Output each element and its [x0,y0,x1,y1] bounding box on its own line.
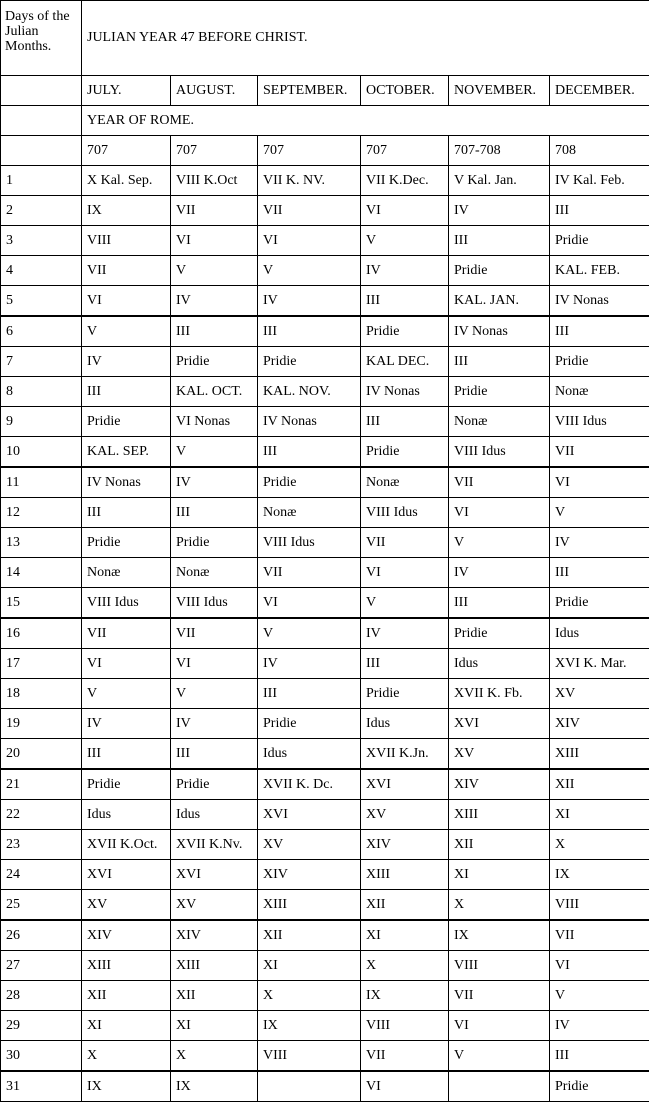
date-cell: IV [449,558,550,588]
date-cell: VIII Idus [258,528,361,558]
year-of-rome-label: YEAR OF ROME. [82,106,649,136]
date-cell: III [361,407,449,437]
day-number: 18 [1,679,82,709]
date-cell: III [550,1041,649,1072]
date-cell: IV Nonas [361,377,449,407]
table-row [1,316,649,347]
month-header: DECEMBER. [550,76,649,106]
date-cell: IV Nonas [258,407,361,437]
date-cell: Idus [449,649,550,679]
date-cell: IV [258,286,361,317]
table-row [1,1041,649,1072]
table-row [1,649,649,679]
date-cell: III [171,498,258,528]
date-cell: Pridie [361,679,449,709]
date-cell: VIII K.Oct [171,166,258,196]
date-cell: VIII [449,951,550,981]
date-cell: VII [171,196,258,226]
date-cell: VI [258,588,361,619]
date-cell: KAL. SEP. [82,437,171,468]
date-cell: XVI K. Mar. [550,649,649,679]
date-cell: V [258,256,361,286]
year-cell: 707 [171,136,258,166]
date-cell: VIII Idus [550,407,649,437]
date-cell: Idus [82,800,171,830]
date-cell: Idus [361,709,449,739]
date-cell: V [82,316,171,347]
date-cell: X [82,1041,171,1072]
date-cell: IV [171,286,258,317]
date-cell: VIII [82,226,171,256]
date-cell: Idus [550,618,649,649]
table-row [1,588,649,619]
date-cell: V [82,679,171,709]
table-row [1,256,649,286]
date-cell: VII [82,256,171,286]
day-number: 23 [1,830,82,860]
date-cell: III [550,558,649,588]
date-cell: Pridie [82,528,171,558]
day-number: 14 [1,558,82,588]
date-cell: VI [171,226,258,256]
month-header: SEPTEMBER. [258,76,361,106]
day-number: 1 [1,166,82,196]
date-cell: IX [258,1011,361,1041]
date-cell: III [449,588,550,619]
day-number: 26 [1,920,82,951]
date-cell: XIII [449,800,550,830]
date-cell: IX [550,860,649,890]
month-header: OCTOBER. [361,76,449,106]
day-number: 19 [1,709,82,739]
date-cell: Idus [171,800,258,830]
date-cell: XI [550,800,649,830]
table-row [1,467,649,498]
date-cell: VII [258,558,361,588]
date-cell: III [258,679,361,709]
date-cell: VI [550,951,649,981]
date-cell: IV Nonas [550,286,649,317]
date-cell: XIII [171,951,258,981]
date-cell: III [449,226,550,256]
day-number: 11 [1,467,82,498]
table-row [1,951,649,981]
day-number: 30 [1,1041,82,1072]
day-number: 12 [1,498,82,528]
date-cell: VIII Idus [171,588,258,619]
month-header: NOVEMBER. [449,76,550,106]
date-cell: X [258,981,361,1011]
date-cell: V [171,437,258,468]
day-number: 27 [1,951,82,981]
date-cell: XV [550,679,649,709]
date-cell: VI [449,1011,550,1041]
date-cell: X [550,830,649,860]
date-cell: III [361,286,449,317]
date-cell: Nonæ [171,558,258,588]
day-number: 9 [1,407,82,437]
table-row [1,498,649,528]
date-cell: VII [82,618,171,649]
day-number: 25 [1,890,82,921]
date-cell: VII K. NV. [258,166,361,196]
date-cell: III [82,377,171,407]
date-cell: VII [171,618,258,649]
date-cell: VIII Idus [449,437,550,468]
date-cell: KAL. NOV. [258,377,361,407]
day-number: 21 [1,769,82,800]
table-row [1,1011,649,1041]
table-row [1,618,649,649]
date-cell: Pridie [550,347,649,377]
date-cell: Pridie [550,588,649,619]
date-cell: KAL. OCT. [171,377,258,407]
year-row [1,136,649,166]
day-number: 16 [1,618,82,649]
table-row [1,739,649,770]
date-cell: XVII K. Dc. [258,769,361,800]
date-cell: VI [449,498,550,528]
day-number: 10 [1,437,82,468]
table-row [1,709,649,739]
date-cell: XIV [258,860,361,890]
table-row [1,830,649,860]
date-cell: III [171,316,258,347]
empty-cell [1,76,82,106]
month-header: JULY. [82,76,171,106]
day-number: 29 [1,1011,82,1041]
date-cell: V [361,588,449,619]
date-cell: III [258,437,361,468]
date-cell: Nonæ [82,558,171,588]
day-number: 20 [1,739,82,770]
date-cell: Nonæ [550,377,649,407]
day-number: 3 [1,226,82,256]
date-cell: V [171,679,258,709]
date-cell: IX [82,196,171,226]
date-cell: KAL DEC. [361,347,449,377]
date-cell: XVII K.Oct. [82,830,171,860]
date-cell: XV [449,739,550,770]
day-number: 13 [1,528,82,558]
date-cell: XVI [258,800,361,830]
date-cell: VIII Idus [361,498,449,528]
date-cell: IV [361,618,449,649]
date-cell: Pridie [361,437,449,468]
table-row [1,769,649,800]
date-cell: III [82,498,171,528]
date-cell: VIII [550,890,649,921]
table-row [1,196,649,226]
date-cell: XI [82,1011,171,1041]
date-cell: XVI [171,860,258,890]
title-row [1,1,649,76]
date-cell: XII [82,981,171,1011]
date-cell: Nonæ [449,407,550,437]
date-cell: Pridie [258,467,361,498]
day-number: 31 [1,1071,82,1102]
date-cell: VI Nonas [171,407,258,437]
date-cell: VI [550,467,649,498]
date-cell: Pridie [361,316,449,347]
date-cell: IV [171,467,258,498]
date-cell: V [550,498,649,528]
date-cell: XII [361,890,449,921]
table-row [1,166,649,196]
empty-cell [1,106,82,136]
date-cell: XVII K. Fb. [449,679,550,709]
date-cell: VIII Idus [82,588,171,619]
date-cell: VII [449,467,550,498]
year-of-rome-row [1,106,649,136]
date-cell: XIV [171,920,258,951]
date-cell: XIV [550,709,649,739]
date-cell: IV [82,709,171,739]
date-cell: XII [171,981,258,1011]
date-cell: IV [550,528,649,558]
date-cell: Pridie [449,256,550,286]
date-cell: XV [171,890,258,921]
date-cell: Pridie [449,618,550,649]
date-cell: XVI [82,860,171,890]
date-cell: Nonæ [258,498,361,528]
year-cell: 708 [550,136,649,166]
table-row [1,286,649,317]
date-cell: XVI [449,709,550,739]
day-number: 7 [1,347,82,377]
corner-label: Days of the Julian Months. [1,1,82,76]
year-cell: 707-708 [449,136,550,166]
empty-cell [1,136,82,166]
table-row [1,679,649,709]
day-number: 22 [1,800,82,830]
date-cell: VII [550,437,649,468]
date-cell: VI [171,649,258,679]
date-cell: Pridie [550,1071,649,1102]
day-number: 24 [1,860,82,890]
date-cell: IX [361,981,449,1011]
date-cell: X [361,951,449,981]
table-row [1,377,649,407]
year-cell: 707 [361,136,449,166]
date-cell: V [449,528,550,558]
date-cell: VII [361,528,449,558]
year-cell: 707 [82,136,171,166]
date-cell: V [361,226,449,256]
date-cell: IV Nonas [449,316,550,347]
table-row [1,890,649,921]
date-cell: IV Kal. Feb. [550,166,649,196]
day-number: 15 [1,588,82,619]
date-cell: KAL. JAN. [449,286,550,317]
table-title: JULIAN YEAR 47 BEFORE CHRIST. [82,1,649,76]
date-cell: X [171,1041,258,1072]
date-cell: Pridie [258,347,361,377]
day-number: 4 [1,256,82,286]
date-cell: X Kal. Sep. [82,166,171,196]
table-row [1,226,649,256]
date-cell: Pridie [550,226,649,256]
date-cell: XII [258,920,361,951]
date-cell: Pridie [82,407,171,437]
date-cell: XIII [82,951,171,981]
date-cell: XV [82,890,171,921]
month-header-row [1,76,649,106]
date-cell: XIV [82,920,171,951]
date-cell: XIV [361,830,449,860]
table-row [1,920,649,951]
date-cell: Pridie [171,528,258,558]
table-row [1,981,649,1011]
table-row [1,528,649,558]
date-cell: VII K.Dec. [361,166,449,196]
date-cell: VI [361,196,449,226]
date-cell: Pridie [171,769,258,800]
date-cell: XIII [258,890,361,921]
date-cell: XI [171,1011,258,1041]
date-cell: VII [550,920,649,951]
date-cell: IV [258,649,361,679]
date-cell: IV [171,709,258,739]
table-row [1,407,649,437]
date-cell: VIII [361,1011,449,1041]
table-row [1,437,649,468]
day-number: 8 [1,377,82,407]
date-cell: III [449,347,550,377]
date-cell: XI [449,860,550,890]
date-cell: VII [258,196,361,226]
date-cell: Nonæ [361,467,449,498]
date-cell: Idus [258,739,361,770]
date-cell: XI [258,951,361,981]
date-cell: Pridie [82,769,171,800]
day-number: 5 [1,286,82,317]
date-cell: IV [361,256,449,286]
date-cell: V [171,256,258,286]
date-cell: IV [82,347,171,377]
date-cell: VI [361,1071,449,1102]
date-cell: Pridie [171,347,258,377]
date-cell [449,1071,550,1102]
date-cell: Pridie [449,377,550,407]
table-row [1,800,649,830]
date-cell: IX [82,1071,171,1102]
date-cell: IV [550,1011,649,1041]
date-cell [258,1071,361,1102]
date-cell: IX [171,1071,258,1102]
day-number: 17 [1,649,82,679]
date-cell: XIV [449,769,550,800]
date-cell: KAL. FEB. [550,256,649,286]
table-row [1,1071,649,1102]
day-number: 2 [1,196,82,226]
date-cell: VI [258,226,361,256]
date-cell: VII [361,1041,449,1072]
date-cell: VI [82,649,171,679]
date-cell: XI [361,920,449,951]
day-number: 28 [1,981,82,1011]
table-row [1,347,649,377]
date-cell: VIII [258,1041,361,1072]
date-cell: XVII K.Nv. [171,830,258,860]
day-number: 6 [1,316,82,347]
date-cell: Pridie [258,709,361,739]
date-cell: IV [449,196,550,226]
date-cell: VII [449,981,550,1011]
date-cell: X [449,890,550,921]
date-cell: XII [550,769,649,800]
month-header: AUGUST. [171,76,258,106]
table-row [1,860,649,890]
date-cell: XIII [550,739,649,770]
date-cell: XVII K.Jn. [361,739,449,770]
date-cell: VI [361,558,449,588]
date-cell: V [258,618,361,649]
date-cell: V [449,1041,550,1072]
date-cell: III [258,316,361,347]
date-cell: V Kal. Jan. [449,166,550,196]
date-cell: V [550,981,649,1011]
date-cell: III [550,196,649,226]
date-cell: XVI [361,769,449,800]
date-cell: XV [361,800,449,830]
date-cell: III [550,316,649,347]
year-cell: 707 [258,136,361,166]
date-cell: III [361,649,449,679]
date-cell: XIII [361,860,449,890]
date-cell: XV [258,830,361,860]
date-cell: III [171,739,258,770]
date-cell: IV Nonas [82,467,171,498]
date-cell: XII [449,830,550,860]
date-cell: III [82,739,171,770]
table-row [1,558,649,588]
date-cell: VI [82,286,171,317]
date-cell: IX [449,920,550,951]
